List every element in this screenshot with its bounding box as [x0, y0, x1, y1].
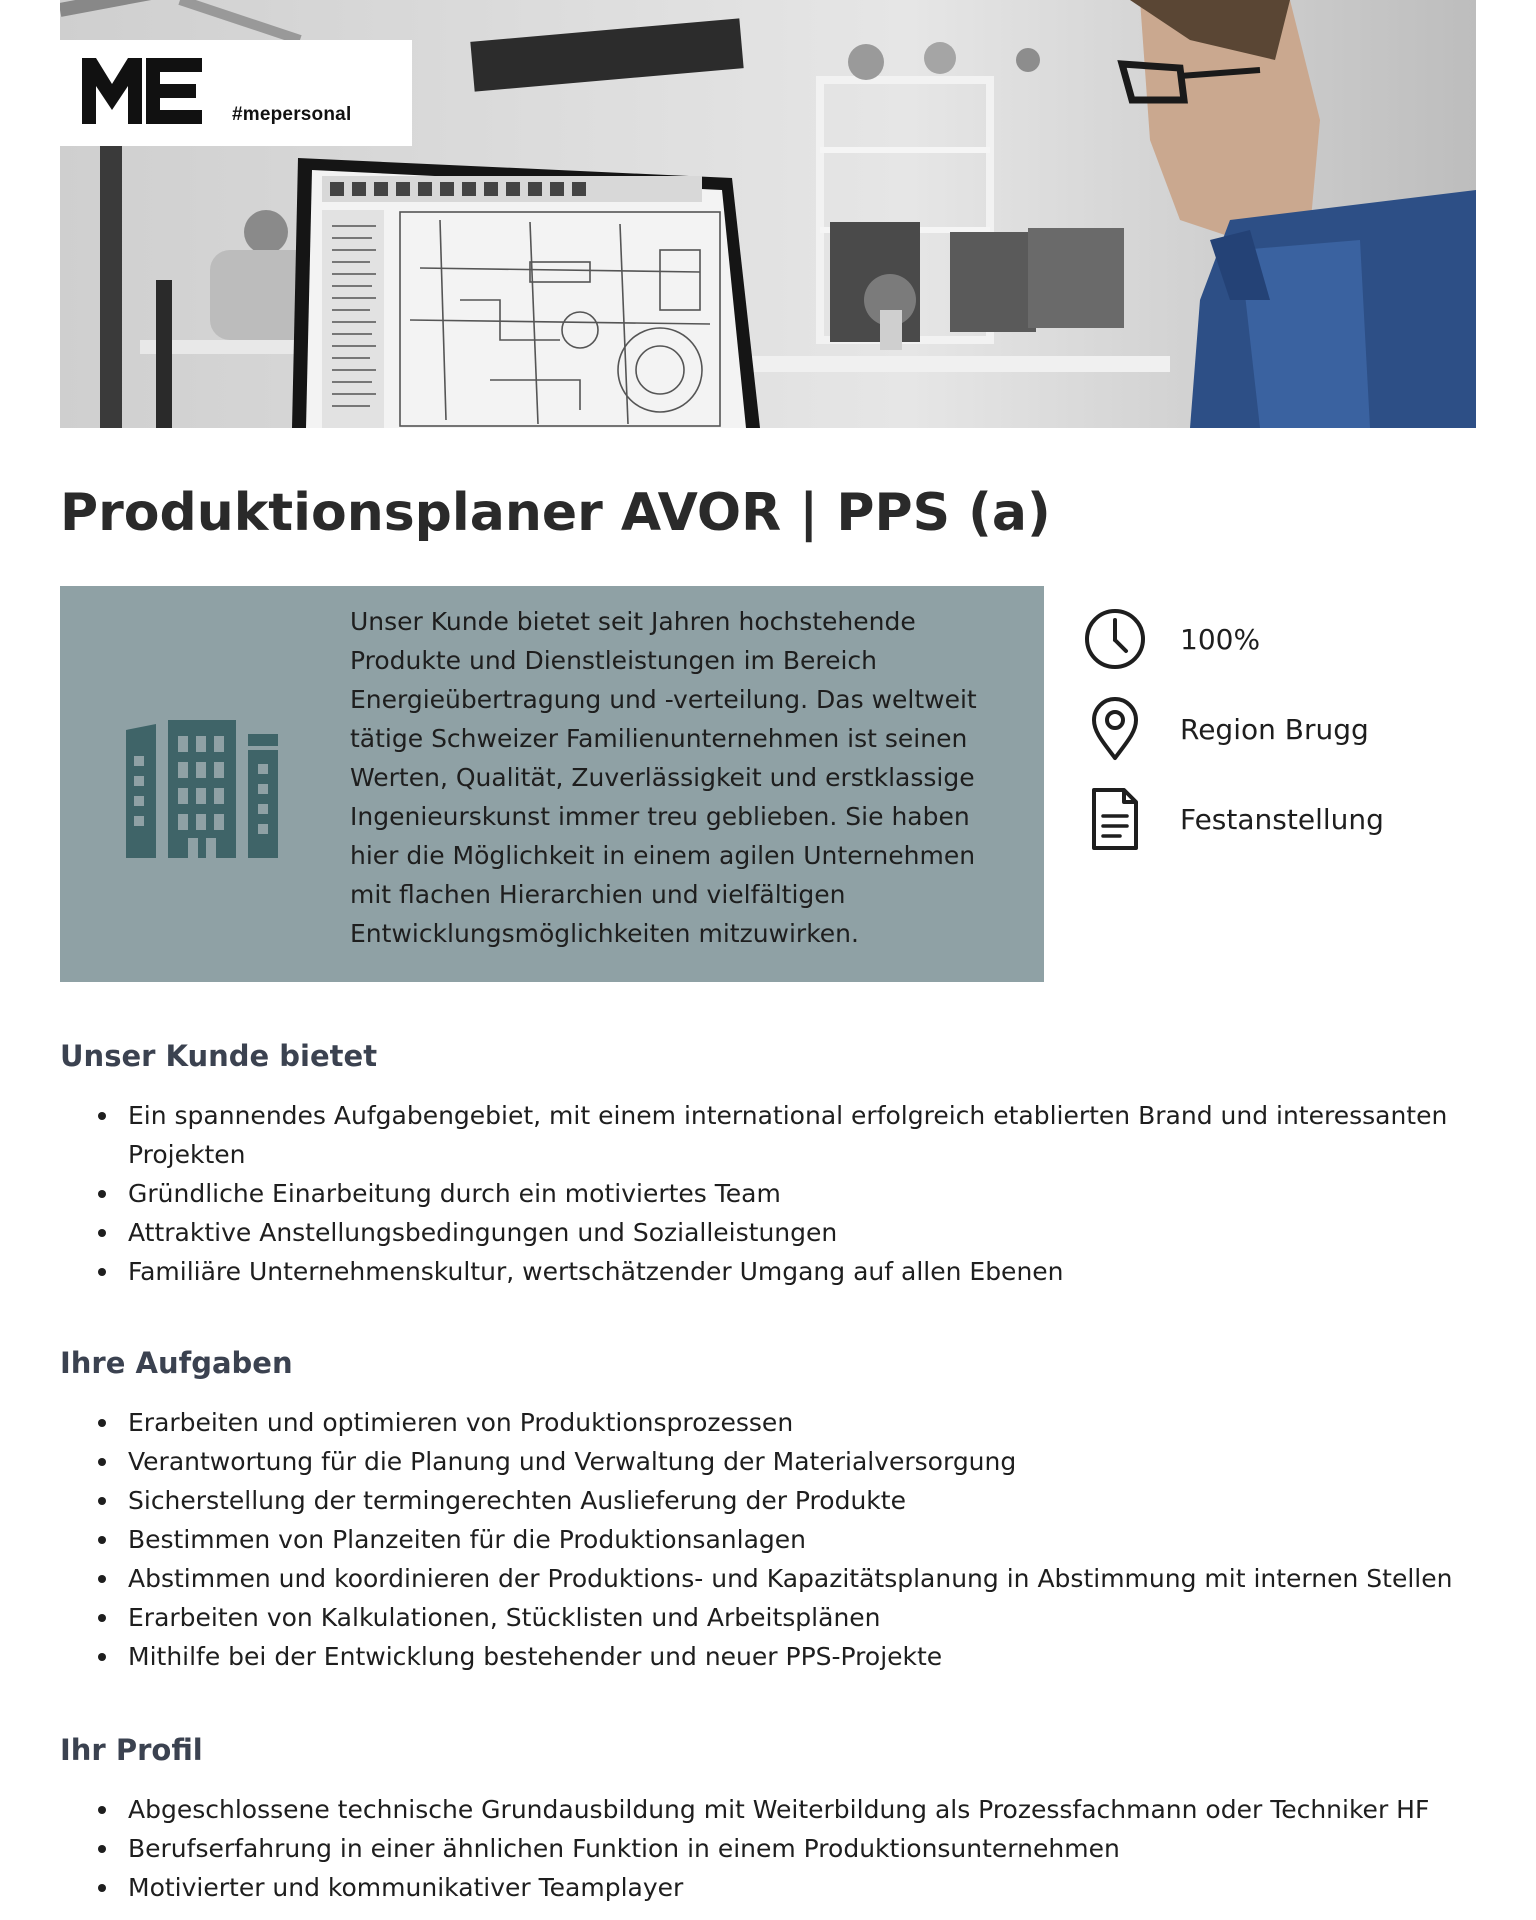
- fact-contract: [1080, 784, 1480, 874]
- list-item: Erarbeiten von Kalkulationen, Stücklisten und Arbeitsplänen: [128, 1598, 1476, 1637]
- fact-location: [1080, 694, 1480, 784]
- me-logo-icon: [82, 58, 202, 124]
- list-item: Abgeschlossene technische Grundausbildung mit Weiterbildung als Prozessfachmann oder Techniker HF: [128, 1790, 1476, 1829]
- job-facts: [1080, 604, 1480, 874]
- contract-value: Festanstellung: [1180, 803, 1384, 836]
- job-title: Produktionsplaner AVOR | PPS (a): [60, 483, 1051, 543]
- hero-image: [60, 0, 1476, 428]
- company-intro-text: Unser Kunde bietet seit Jahren hochstehende Produkte und Dienstleistungen im Bereich Energieübertragung und -verteilung. Das weltweit tätige Schweizer Familienunternehmen ist seinen Werten, Qualität, Zuverlässigkeit und erstklassige Ingenieurskunst immer treu geblieben. Sie haben hier die Möglichkeit in einem agilen Unternehmen mit flachen Hierarchien und vielfältigen Entwicklungsmöglichkeiten mitzuwirken.: [350, 607, 977, 948]
- section-profile-heading: Ihr Profil: [60, 1733, 203, 1767]
- list-item: Verantwortung für die Planung und Verwaltung der Materialversorgung: [128, 1442, 1476, 1481]
- company-intro-box: [60, 586, 1044, 982]
- list-item: Berufserfahrung in einer ähnlichen Funktion in einem Produktionsunternehmen: [128, 1829, 1476, 1868]
- offer-list: [60, 1096, 1476, 1291]
- document-icon: [1080, 784, 1150, 854]
- list-item: Abstimmen und koordinieren der Produktions- und Kapazitätsplanung in Abstimmung mit internen Stellen: [128, 1559, 1476, 1598]
- list-item: Mithilfe bei der Entwicklung bestehender und neuer PPS-Projekte: [128, 1637, 1476, 1676]
- fact-workload: [1080, 604, 1480, 694]
- list-item: Bestimmen von Planzeiten für die Produktionsanlagen: [128, 1520, 1476, 1559]
- location-value: Region Brugg: [1180, 713, 1369, 746]
- list-item: Gründliche Einarbeitung durch ein motiviertes Team: [128, 1174, 1476, 1213]
- tasks-list: [60, 1403, 1476, 1676]
- list-item: Ein spannendes Aufgabengebiet, mit einem international erfolgreich etablierten Brand und interessanten Projekten: [128, 1096, 1476, 1174]
- list-item: Familiäre Unternehmenskultur, wertschätzender Umgang auf allen Ebenen: [128, 1252, 1476, 1291]
- map-pin-icon: [1080, 694, 1150, 764]
- list-item: Attraktive Anstellungsbedingungen und Sozialleistungen: [128, 1213, 1476, 1252]
- section-tasks-heading: Ihre Aufgaben: [60, 1346, 293, 1380]
- list-item: Motivierter und kommunikativer Teamplayer: [128, 1868, 1476, 1907]
- list-item: Erarbeiten und optimieren von Produktionsprozessen: [128, 1403, 1476, 1442]
- building-icon: [126, 720, 278, 858]
- logo[interactable]: [60, 40, 412, 146]
- profile-list: [60, 1790, 1476, 1907]
- clock-icon: [1080, 604, 1150, 674]
- workload-value: 100%: [1180, 623, 1261, 656]
- section-offer: [60, 1036, 1476, 1291]
- list-item: Sicherstellung der termingerechten Auslieferung der Produkte: [128, 1481, 1476, 1520]
- section-offer-heading: Unser Kunde bietet: [60, 1039, 378, 1073]
- section-profile: [60, 1730, 1476, 1907]
- section-tasks: [60, 1343, 1476, 1676]
- brand-hashtag: #mepersonal: [232, 104, 352, 125]
